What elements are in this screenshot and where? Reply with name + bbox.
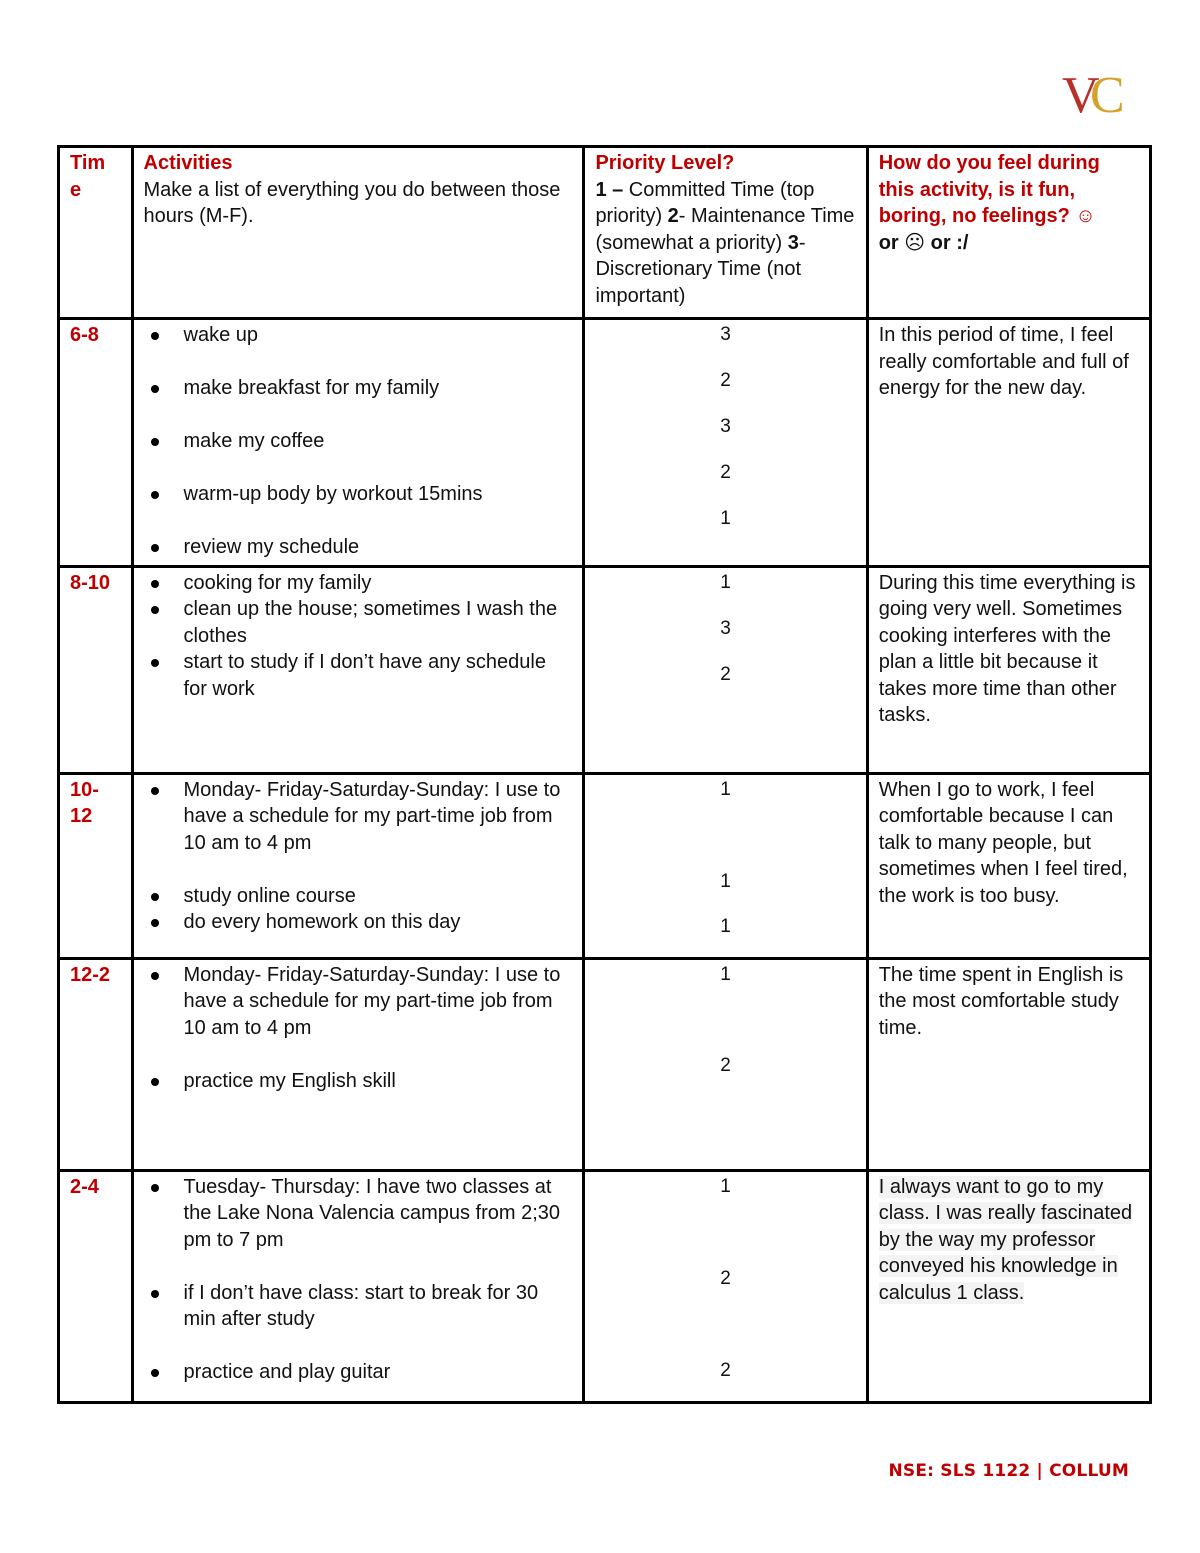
svg-text:C: C bbox=[1090, 67, 1125, 122]
activity-item: Monday- Friday-Saturday-Sunday: I use to have a schedule for my part-time job from 10 am to 4 pm bbox=[184, 962, 573, 1042]
row-priority bbox=[584, 958, 867, 1170]
vc-logo bbox=[1062, 66, 1132, 122]
priority-value: 1 bbox=[720, 571, 731, 593]
row-2-4 bbox=[59, 1170, 1151, 1402]
activity-item: Tuesday- Thursday: I have two classes at the Lake Nona Valencia campus from 2;30 pm to 7 pm bbox=[184, 1174, 573, 1254]
header-time bbox=[59, 147, 133, 319]
row-priority bbox=[584, 773, 867, 958]
row-activities bbox=[132, 1170, 584, 1402]
row-activities bbox=[132, 319, 584, 567]
row-feeling: When I go to work, I feel comfortable because I can talk to many people, but sometimes when I feel tired, the work is too busy. bbox=[867, 773, 1150, 958]
activity-item: start to study if I don’t have any schedule for work bbox=[184, 649, 573, 702]
header-feeling-tail: or ☹ or :/ bbox=[878, 231, 969, 254]
priority-value: 1 bbox=[720, 963, 731, 985]
header-time-label: Tim e bbox=[70, 152, 106, 201]
header-priority-legend bbox=[595, 177, 855, 310]
priority-value: 1 bbox=[720, 508, 731, 529]
priority-value: 2 bbox=[720, 462, 731, 483]
activity-item: make my coffee bbox=[184, 428, 573, 455]
activity-item: cooking for my family bbox=[184, 570, 573, 597]
row-feeling: During this time everything is going very well. Sometimes cooking interferes with the plan a little bit because it takes more time than other tasks. bbox=[867, 566, 1150, 773]
row-time: 6-8 bbox=[59, 319, 133, 567]
row-activities bbox=[132, 566, 584, 773]
header-feeling bbox=[867, 147, 1150, 319]
priority-value: 3 bbox=[720, 324, 731, 345]
priority-1-text: Committed Time (top priority) bbox=[595, 178, 815, 227]
activity-item: practice and play guitar bbox=[184, 1359, 573, 1386]
activity-item: warm-up body by workout 15mins bbox=[184, 481, 573, 508]
row-time: 12-2 bbox=[59, 958, 133, 1170]
priority-2-text: - Maintenance Time (somewhat a priority) bbox=[595, 205, 855, 254]
header-row bbox=[59, 147, 1151, 319]
vc-logo-mark bbox=[1062, 66, 1132, 122]
header-priority-title: Priority Level? bbox=[595, 152, 735, 174]
row-time: 8-10 bbox=[59, 566, 133, 773]
row-8-10 bbox=[59, 566, 1151, 773]
row-feeling: In this period of time, I feel really comfortable and full of energy for the new day. bbox=[867, 319, 1150, 567]
course-footer: NSE: SLS 1122 | COLLUM bbox=[888, 1461, 1129, 1481]
row-feeling-text: I always want to go to my class. I was really fascinated by the way my professor conveyed his knowledge in calculus 1 class. bbox=[878, 1175, 1133, 1304]
activity-item: Monday- Friday-Saturday-Sunday: I use to have a schedule for my part-time job from 10 am to 4 pm bbox=[184, 777, 573, 857]
row-time: 10-12 bbox=[59, 773, 133, 958]
activity-item: do every homework on this day bbox=[184, 909, 573, 936]
priority-value: 1 bbox=[720, 778, 731, 800]
priority-1-num: 1 – bbox=[595, 178, 624, 201]
row-6-8 bbox=[59, 319, 1151, 567]
row-priority bbox=[584, 566, 867, 773]
activity-item: if I don’t have class: start to break for 30 min after study bbox=[184, 1280, 573, 1333]
header-feeling-title: How do you feel during this activity, is it fun, boring, no feelings? ☺ bbox=[878, 152, 1100, 227]
header-activities-title: Activities bbox=[143, 152, 233, 174]
row-activities bbox=[132, 773, 584, 958]
row-10-12 bbox=[59, 773, 1151, 958]
priority-value: 3 bbox=[720, 617, 731, 639]
row-feeling bbox=[867, 1170, 1150, 1402]
svg-text:V: V bbox=[1062, 67, 1100, 122]
row-12-2 bbox=[59, 958, 1151, 1170]
header-activities bbox=[132, 147, 584, 319]
priority-3-text: - Discretionary Time (not important) bbox=[595, 231, 806, 307]
priority-value: 3 bbox=[720, 416, 731, 437]
header-activities-desc: Make a list of everything you do between those hours (M-F). bbox=[143, 178, 561, 227]
activity-item: study online course bbox=[184, 883, 573, 910]
priority-3-num: 3 bbox=[787, 231, 799, 254]
priority-value: 1 bbox=[720, 915, 731, 937]
priority-value: 2 bbox=[720, 1267, 731, 1289]
row-priority bbox=[584, 319, 867, 567]
row-activities bbox=[132, 958, 584, 1170]
row-feeling: The time spent in English is the most comfortable study time. bbox=[867, 958, 1150, 1170]
priority-value: 2 bbox=[720, 370, 731, 391]
priority-value: 2 bbox=[720, 1359, 731, 1381]
priority-2-num: 2 bbox=[667, 205, 679, 227]
row-time: 2-4 bbox=[59, 1170, 133, 1402]
row-priority bbox=[584, 1170, 867, 1402]
schedule-table bbox=[57, 145, 1152, 1404]
activity-item: clean up the house; sometimes I wash the clothes bbox=[184, 596, 573, 649]
priority-value: 1 bbox=[720, 1175, 731, 1197]
priority-value: 1 bbox=[720, 870, 731, 892]
priority-value: 2 bbox=[720, 663, 731, 685]
activity-item: wake up bbox=[184, 322, 573, 349]
activity-item: make breakfast for my family bbox=[184, 375, 573, 402]
activity-item: practice my English skill bbox=[184, 1068, 573, 1095]
priority-value: 2 bbox=[720, 1054, 731, 1076]
header-priority bbox=[584, 147, 867, 319]
activity-item: review my schedule bbox=[184, 534, 573, 561]
